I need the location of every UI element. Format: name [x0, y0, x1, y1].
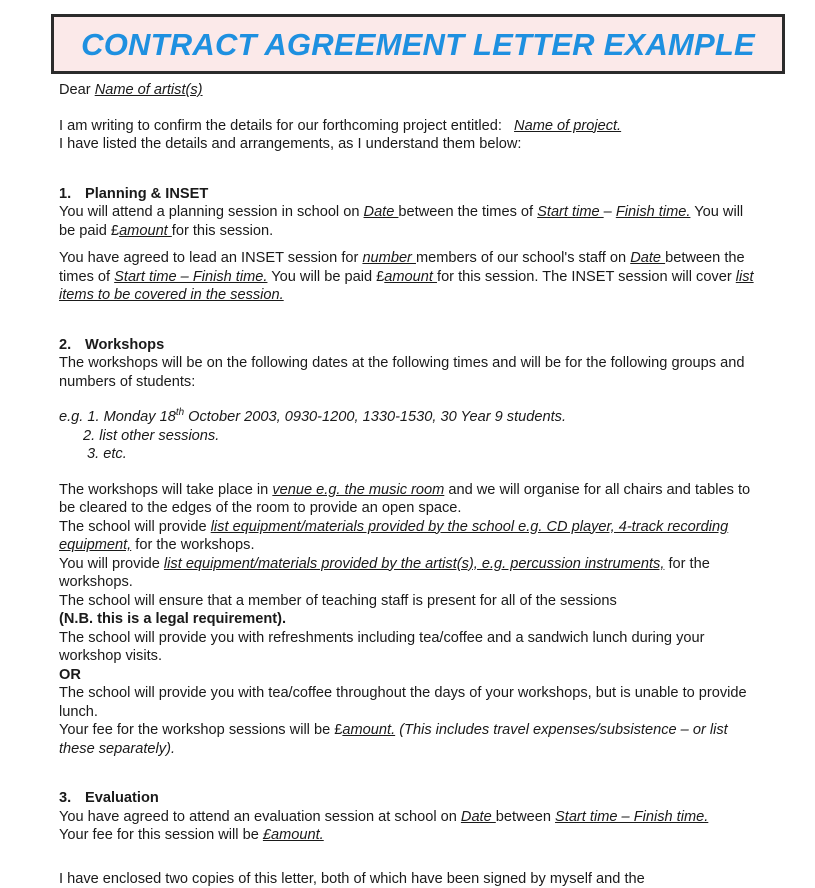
s1p1-text-1: You will attend a planning session in school on: [59, 204, 364, 220]
s3p1-text-1: You have agreed to attend an evaluation session at school on: [59, 809, 461, 825]
section-2-intro: The workshops will be on the following dates at the following times and will be for the following groups and numbers of students:: [59, 354, 759, 391]
section-2-paragraph-venue: [59, 481, 759, 518]
document-title-banner: [51, 14, 785, 74]
section-number-1: 1.: [59, 185, 85, 204]
spacer: [59, 464, 759, 481]
artist-equip-text-1: You will provide: [59, 556, 164, 572]
placeholder-finish-time: Finish time.: [616, 204, 691, 220]
s1p2-text-3: between the times of: [59, 250, 745, 285]
closing-paragraph: I have enclosed two copies of this letter, both of which have been signed by myself and the: [59, 870, 759, 888]
section-2-paragraph-artist-equipment: [59, 555, 759, 592]
section-2-paragraph-staff-present: The school will ensure that a member of teaching staff is present for all of the sessions: [59, 592, 759, 611]
placeholder-artist-equipment: list equipment/materials provided by the artist(s), e.g. percussion instruments,: [164, 556, 664, 572]
s3p2-text-1: Your fee for this session will be: [59, 827, 263, 843]
section-title-1: Planning & INSET: [85, 186, 208, 202]
section-2-paragraph-refreshments: The school will provide you with refreshments including tea/coffee and a sandwich lunch during your workshop visits.: [59, 629, 759, 666]
placeholder-date: Date: [364, 204, 399, 220]
placeholder-start-finish-time: Start time – Finish time.: [555, 809, 708, 825]
section-3-paragraph-2: [59, 826, 759, 845]
example-item-1-prefix: e.g. 1. Monday 18: [59, 409, 176, 425]
section-2-paragraph-fee: [59, 721, 759, 758]
s1p1-text-5: for this session.: [172, 223, 273, 239]
section-heading-workshops: [59, 336, 759, 355]
placeholder-number: number: [362, 250, 416, 266]
artist-equip-text-2: for the workshops.: [59, 556, 710, 591]
section-1-paragraph-2: [59, 249, 759, 305]
placeholder-date: Date: [461, 809, 496, 825]
placeholder-start-time: Start time: [537, 204, 604, 220]
example-item-3: 3. etc.: [59, 445, 759, 464]
salutation-line: [59, 81, 759, 100]
s1p1-text-4: You will be paid £: [59, 204, 743, 239]
spacer: [59, 240, 759, 249]
section-1-paragraph-1: [59, 203, 759, 240]
school-equip-text-2: for the workshops.: [131, 537, 254, 553]
spacer: [59, 845, 759, 870]
placeholder-school-equipment: list equipment/materials provided by the school e.g. CD player, 4-track recording equipment,: [59, 519, 728, 554]
page-title: CONTRACT AGREEMENT LETTER EXAMPLE: [81, 29, 755, 60]
section-heading-evaluation: [59, 789, 759, 808]
placeholder-start-finish-time: Start time – Finish time.: [114, 269, 267, 285]
intro-line-1-text: I am writing to confirm the details for our forthcoming project entitled:: [59, 118, 502, 134]
section-title-2: Workshops: [85, 337, 164, 353]
spacer: [59, 305, 759, 336]
s1p2-text-5: for this session. The INSET session will cover: [437, 269, 736, 285]
venue-text-1: The workshops will take place in: [59, 482, 272, 498]
placeholder-inset-items: list items to be covered in the session.: [59, 269, 754, 304]
placeholder-amount: £amount.: [263, 827, 324, 843]
example-item-1-suffix: October 2003, 0930-1200, 1330-1530, 30 Year 9 students.: [184, 409, 566, 425]
s1p2-text-2: members of our school's staff on: [416, 250, 630, 266]
venue-text-2: and we will organise for all chairs and tables to be cleared to the edges of the room to provide an open space.: [59, 482, 750, 517]
legal-requirement-note: (N.B. this is a legal requirement).: [59, 610, 759, 629]
or-separator-label: OR: [59, 666, 759, 685]
placeholder-artist-name: Name of artist(s): [95, 82, 203, 98]
example-item-2: 2. list other sessions.: [59, 427, 759, 446]
spacer: [59, 154, 759, 185]
workshop-fee-note: (This includes travel expenses/subsistence – or list these separately).: [59, 722, 728, 757]
s1p2-text-1: You have agreed to lead an INSET session for: [59, 250, 362, 266]
document-body: [59, 81, 759, 888]
workshop-example-list: [59, 408, 759, 464]
section-3-paragraph-1: [59, 808, 759, 827]
example-item-1: [59, 408, 759, 427]
placeholder-amount: amount: [119, 223, 172, 239]
salutation-greeting: Dear: [59, 82, 95, 98]
workshop-fee-text-1: Your fee for the workshop sessions will be £: [59, 722, 342, 738]
spacer: [59, 100, 759, 117]
section-heading-planning-inset: [59, 185, 759, 204]
intro-line-2: I have listed the details and arrangements, as I understand them below:: [59, 135, 759, 154]
s3p1-text-2: between: [496, 809, 555, 825]
placeholder-project-name: Name of project.: [514, 118, 621, 134]
section-title-3: Evaluation: [85, 790, 159, 806]
placeholder-date: Date: [630, 250, 665, 266]
s1p1-text-3: –: [604, 204, 616, 220]
placeholder-venue: venue e.g. the music room: [272, 482, 444, 498]
ordinal-suffix: th: [176, 407, 184, 418]
section-number-3: 3.: [59, 789, 85, 808]
section-2-paragraph-school-equipment: [59, 518, 759, 555]
spacer: [59, 391, 759, 408]
spacer: [59, 758, 759, 789]
intro-line-1: [59, 117, 759, 136]
section-number-2: 2.: [59, 336, 85, 355]
placeholder-amount: amount: [384, 269, 437, 285]
placeholder-amount: amount.: [342, 722, 395, 738]
s1p2-text-4: You will be paid £: [267, 269, 384, 285]
section-2-paragraph-no-lunch: The school will provide you with tea/coffee throughout the days of your workshops, but is unable to provide lunch.: [59, 684, 759, 721]
s1p1-text-2: between the times of: [398, 204, 537, 220]
school-equip-text-1: The school will provide: [59, 519, 211, 535]
